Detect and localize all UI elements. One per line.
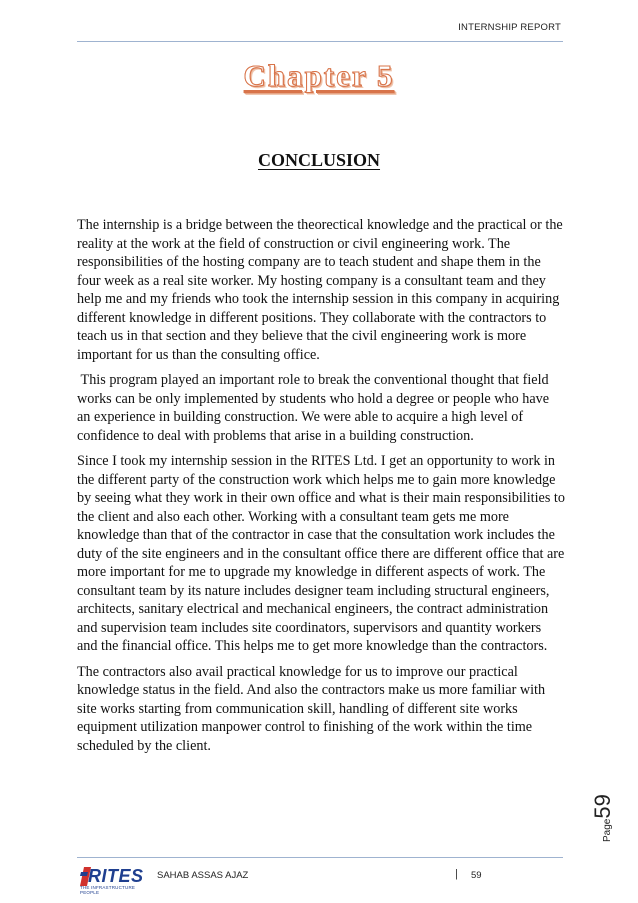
logo-tagline: THE INFRASTRUCTURE PEOPLE [80,885,136,895]
logo-wordmark: RITES [88,866,144,886]
side-page-value: 59 [590,794,615,819]
chapter-title: Chapter 5 [243,58,395,93]
header-divider [77,41,563,42]
paragraph: The internship is a bridge between the theorectical knowledge and the practical or the reality at the work at the field of construction or civil engineering work. The responsibilities of the hosting company are to teach student and shape them in the four week as a real site worker. My hosting company is a consultant team and they help me and my friends who took the internship session in this company in acquiring different knowledge in different positions. They collaborate with the contractors to teach us in that section and they believe that the civil engineering work is more important for us than the consulting office. [77,217,563,363]
body-text [77,216,565,762]
footer-separator: | [455,868,458,880]
paragraph: Since I took my internship session in the RITES Ltd. I get an opportunity to work in the different party of the construction work which helps me to gain more knowledge by seeing what they work in their own office and what is their main responsibilities to the client and also each other. Working with a consultant team gets me more knowledge than that of the contractor in case that the consultation work includes the duty of the site engineers and in the consultant office there are different office that are more important for me to upgrade my knowledge in different aspects of work. The consultant team by its nature includes designer team including structural engineers, architects, sanitary electrical and mechanical engineers, the contract administration and supervision team includes site coordinators, supervisors and quantity workers and the financial office. This helps me to get more knowledge than the contractors. [77,453,565,654]
side-page-label: Page [602,818,613,842]
footer-page-number: 59 [471,870,482,881]
section-title: CONCLUSION [257,150,381,170]
footer-divider [77,857,563,858]
paragraph: The contractors also avail practical knowledge for us to improve our practical knowledge status in the field. And also the contractors make us more familiar with site works starting from communication skill, handling of different site works equipment utilization manpower control to finishing of the work within the time scheduled by the client. [77,663,546,754]
footer-author: SAHAB ASSAS AJAZ [157,870,249,881]
paragraph: This program played an important role to break the conventional thought that field works can be only implemented by students who hold a degree or people who have an experience in building construction. We were able to acquire a high level of confidence to deal with problems that arise in a building construction. [77,372,553,444]
running-header: INTERNSHIP REPORT [458,22,561,33]
side-page-number [590,762,615,842]
rites-logo [78,866,150,895]
